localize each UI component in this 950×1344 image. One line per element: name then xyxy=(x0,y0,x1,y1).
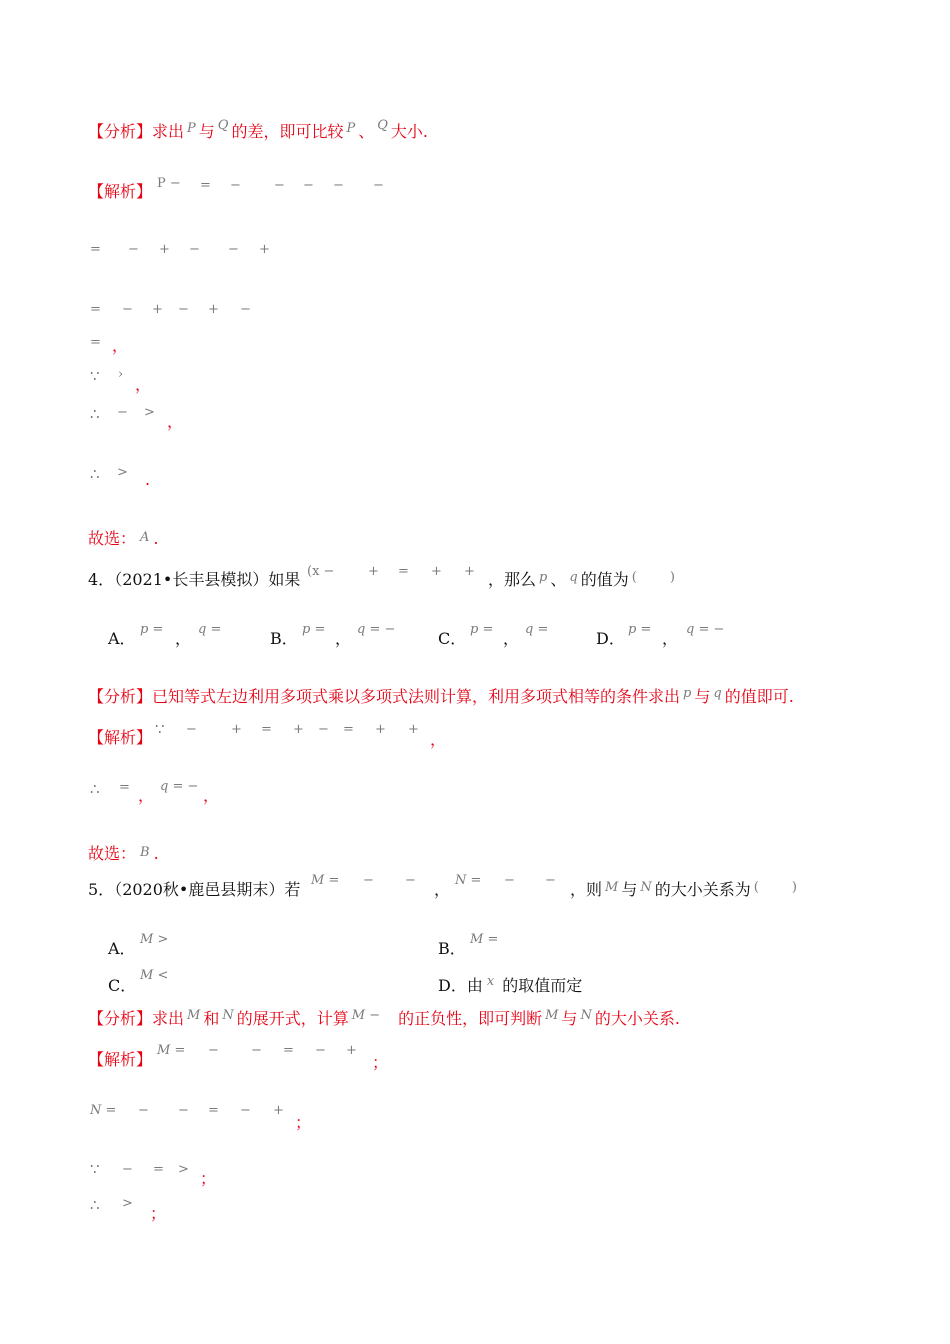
q5-sol-line2: N = xyxy=(90,1103,117,1118)
q5-solution-label: 【解析】 xyxy=(88,1050,153,1069)
p3-sol-line5: ∵ xyxy=(90,367,100,385)
q4-expression: (x − xyxy=(307,564,335,579)
q5-number: 5． xyxy=(88,880,115,899)
p3-sol-line2: = xyxy=(90,242,101,257)
q5-stem xyxy=(88,877,300,900)
document-page: 【分析】求出 $^P$ 与 $^Q$ 的差，即可比较 $^P$ 、 $^Q$ 大小. 【解析】 P − = − − − − − = − + − − + = − + − + − = ， ∵ › ， ∴ − > ， ∴ > . 故选： A . 4．（2021•长丰县模拟）如果 (x − + = + + ，那么 $^p$ 、 $^q$ 的值为 ( ) A． p = ， q = B． p = ， q = − C． p = ， q = D． p = ， q = − 【分析】已知等式左边利用多项式乘以多项式法则计算，利用多项式相等的条件求出 $^p$ 与 $^q$ 的值即可. 【解析】 ∵ − + = + − = + + ， ∴ = ， q = − ， 故选： B . 5．（2020秋•鹿邑县期末）若 M = − − ， N = − − ，则 $^M$ 与 $^N$ 的大小关系为 ( ) A． M > B． M = C． M < D．由 $^x$ 的取值而定 【分析】求出 $^M$ 和 $^N$ 的展开式，计算 $^{M -}$ 的正负性，即可判断 $^M$ 与 $^N$ 的大小关系. 【解析】 M = − − = − + ； N = − − = − + ； ∵ − = > ； ∴ > ； xyxy=(88,118,797,1223)
p3-sol-line4: = xyxy=(90,335,101,350)
q4-source: （2021•长丰县模拟）如果 xyxy=(114,570,301,589)
p3-sol-line3: = xyxy=(90,302,101,317)
q4-solution-label: 【解析】 xyxy=(88,728,153,747)
q5-sol-line3: ∵ xyxy=(90,1160,100,1178)
p3-solution-label: 【解析】 xyxy=(88,182,153,201)
p3-sol-line7: ∴ xyxy=(90,465,100,483)
answer-blank: ( ) xyxy=(631,570,675,585)
q5-analysis: 【分析】求出 $^M$ 和 $^N$ 的展开式，计算 $^{M -}$ 的正负性，即可判断 $^M$ 与 $^N$ 的大小关系. xyxy=(88,1008,680,1028)
p3-answer: 故选： A . xyxy=(88,529,159,548)
analysis-label: 【分析】 xyxy=(88,122,153,141)
q4-answer: 故选： B . xyxy=(88,844,159,863)
p3-analysis: 【分析】求出 $^P$ 与 $^Q$ 的差，即可比较 $^P$ 、 $^Q$ 大小. xyxy=(88,118,429,141)
q4-option-c[interactable]: C． xyxy=(438,629,467,648)
q4-option-d[interactable]: D． xyxy=(596,629,625,648)
q5-source: （2020秋•鹿邑县期末）若 xyxy=(114,880,301,899)
q4-option-a[interactable]: A． xyxy=(108,629,136,648)
p3-sol-line6: ∴ xyxy=(90,405,100,423)
q5-option-d[interactable]: D．由 $^x$ 的取值而定 xyxy=(438,974,583,995)
answer-blank: ( ) xyxy=(753,880,797,895)
q4-number: 4． xyxy=(88,570,115,589)
q4-sol-line1: ∵ xyxy=(155,720,165,738)
q4-sol-line2: ∴ xyxy=(90,780,100,798)
q4-stem xyxy=(88,567,300,590)
q4-option-b[interactable]: B． xyxy=(270,629,298,648)
q5-m-definition: M = xyxy=(311,873,340,888)
q5-option-b[interactable]: B． xyxy=(438,939,466,958)
q5-option-a[interactable]: A． xyxy=(108,939,136,958)
q5-sol-line4: ∴ xyxy=(90,1196,100,1214)
q5-sol-line1: M = xyxy=(157,1043,186,1058)
p3-sol-line1: P − xyxy=(157,176,181,191)
q4-analysis: 【分析】已知等式左边利用多项式乘以多项式法则计算，利用多项式相等的条件求出 $^p$ 与 $^q$ 的值即可. xyxy=(88,686,794,706)
q5-option-c[interactable]: C． xyxy=(108,976,137,995)
q5-n-definition: N = xyxy=(455,873,482,888)
